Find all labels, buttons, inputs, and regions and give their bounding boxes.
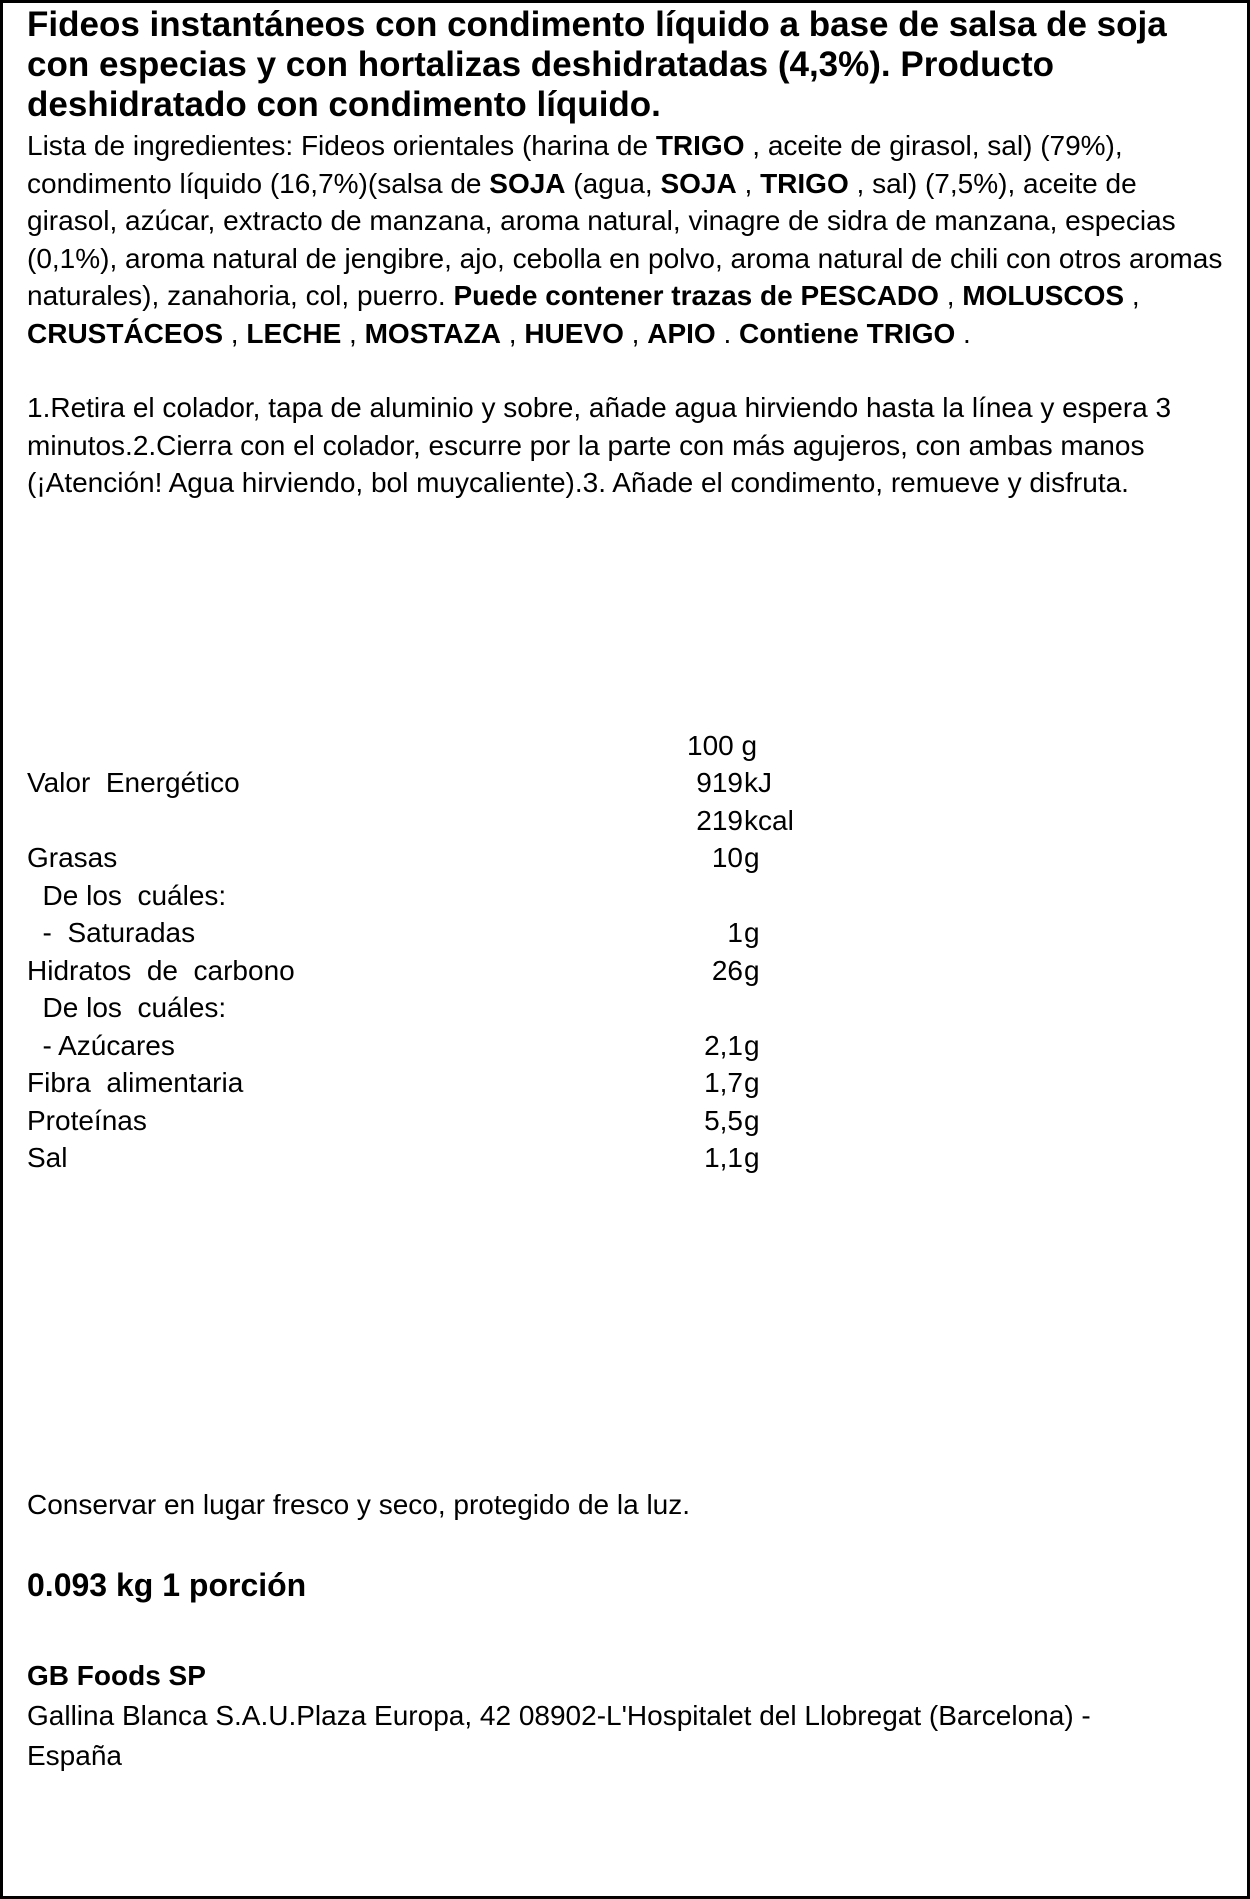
separator: ,: [623, 317, 648, 349]
nutrition-unit: g: [744, 917, 760, 948]
nutrition-table: [27, 727, 1223, 1177]
allergen-soy: SOJA: [489, 167, 566, 199]
company-name: GB Foods SP: [27, 1660, 206, 1691]
nutrition-label: Sal: [27, 1142, 68, 1173]
allergen-egg: HUEVO: [524, 317, 624, 349]
nutrition-label: Grasas: [27, 842, 118, 873]
net-quantity: 0.093 kg 1 porción: [27, 1567, 307, 1603]
ingredients-list: [27, 127, 1223, 352]
nutrition-value: 1,1: [704, 1142, 743, 1173]
nutrition-label-empty: [27, 727, 639, 765]
allergen-celery: APIO: [647, 317, 716, 349]
ingredients-text: (agua,: [565, 167, 661, 199]
nutrition-unit: kcal: [744, 804, 794, 836]
nutrition-row: [27, 1139, 1223, 1177]
allergen-mustard: MOSTAZA: [364, 317, 501, 349]
ingredients-text: ,: [736, 167, 761, 199]
nutrition-row: [27, 952, 1223, 990]
nutrition-row-energy-kcal: [27, 802, 1223, 840]
separator: ,: [1124, 280, 1140, 311]
nutrition-unit: g: [744, 1067, 760, 1098]
nutrition-label: - Saturadas: [27, 917, 196, 948]
nutrition-unit: g: [744, 954, 760, 986]
separator: ,: [500, 317, 525, 349]
storage-instructions: Conservar en lugar fresco y seco, protegido de la luz.: [27, 1489, 691, 1520]
separator: ,: [341, 317, 365, 349]
nutrition-row: [27, 1102, 1223, 1140]
separator: .: [715, 317, 740, 349]
nutrition-value: 10: [711, 842, 743, 873]
nutrition-row: [27, 839, 1223, 877]
ingredients-text: , aceite de girasol, sal) (79%), condimento líquido (16,7%)(salsa de: [27, 130, 1123, 199]
nutrition-label: De los cuáles:: [27, 992, 227, 1023]
nutrition-row-energy-kj: [27, 764, 1223, 802]
nutrition-unit: g: [744, 842, 760, 873]
allergen-wheat: TRIGO: [655, 130, 745, 161]
nutrition-unit: g: [744, 1142, 760, 1173]
nutrition-row: [27, 877, 1223, 915]
allergen-soy: SOJA: [660, 167, 737, 199]
company-country: España: [27, 1740, 122, 1771]
nutrition-value: 26: [711, 954, 743, 986]
separator: .: [955, 317, 971, 349]
nutrition-row: [27, 914, 1223, 952]
nutrition-label: Proteínas: [27, 1104, 147, 1136]
may-contain-fish: Puede contener trazas de PESCADO: [453, 280, 939, 311]
nutrition-row: [27, 1064, 1223, 1102]
nutrition-header-per100g: 100 g: [687, 729, 758, 761]
nutrition-unit: [743, 989, 744, 1027]
nutrition-unit: g: [744, 1029, 760, 1061]
company-info: [27, 1656, 1207, 1776]
nutrition-value: [639, 877, 743, 915]
nutrition-value: [639, 989, 743, 1027]
nutrition-value: 5,5: [704, 1104, 743, 1136]
nutrition-unit: kJ: [744, 767, 772, 798]
company-address: Gallina Blanca S.A.U.Plaza Europa, 42 08902-L'Hospitalet del Llobregat (Barcelona) -: [27, 1700, 1091, 1731]
nutrition-value: 1: [727, 917, 743, 948]
nutrition-label: Fibra alimentaria: [27, 1067, 244, 1098]
separator: ,: [223, 317, 247, 349]
nutrition-header-row: [27, 727, 1223, 765]
nutrition-row: [27, 1027, 1223, 1065]
nutrition-label: De los cuáles:: [27, 879, 227, 911]
allergen-molluscs: MOLUSCOS: [962, 280, 1125, 311]
nutrition-value: 1,7: [704, 1067, 743, 1098]
nutrition-label-empty: [27, 802, 639, 840]
nutrition-label: Valor Energético: [27, 767, 240, 798]
allergen-crustaceans: CRUSTÁCEOS: [27, 317, 224, 349]
separator: ,: [938, 280, 963, 311]
product-title: Fideos instantáneos con condimento líquido a base de salsa de soja con especias y con hortalizas deshidratadas (4,3%). Producto deshidratado con condimento líquido.: [27, 5, 1167, 124]
nutrition-value: 2,1: [704, 1029, 743, 1061]
nutrition-value: 919: [696, 767, 743, 798]
allergen-wheat: TRIGO: [760, 167, 849, 199]
contains-wheat: Contiene TRIGO: [739, 317, 956, 349]
nutrition-row: [27, 989, 1223, 1027]
nutrition-label: - Azúcares: [27, 1029, 175, 1061]
preparation-instructions: 1.Retira el colador, tapa de aluminio y sobre, añade agua hirviendo hasta la línea y espera 3 minutos.2.Cierra con el colador, escurre por la parte con más agujeros, con ambas manos (¡Atención! Agua hirviendo, bol muycaliente).3. Añade el condimento, remueve y disfruta.: [27, 392, 1172, 498]
allergen-milk: LECHE: [246, 317, 342, 349]
nutrition-label: Hidratos de carbono: [27, 954, 295, 986]
nutrition-unit: g: [744, 1104, 760, 1136]
ingredients-text: Lista de ingredientes: Fideos orientales (harina de: [27, 130, 656, 161]
ingredients-text: , sal) (7,5%), aceite de girasol, azúcar, extracto de manzana, aroma natural, vinagre de sidra de manzana, especias (0,1%), aroma natural de jengibre, ajo, cebolla en polvo, aroma natural de chili con otros aromas naturales), zanahoria, col, puerro.: [27, 167, 1223, 311]
nutrition-unit: [743, 877, 744, 915]
nutrition-value: 219: [696, 804, 743, 836]
